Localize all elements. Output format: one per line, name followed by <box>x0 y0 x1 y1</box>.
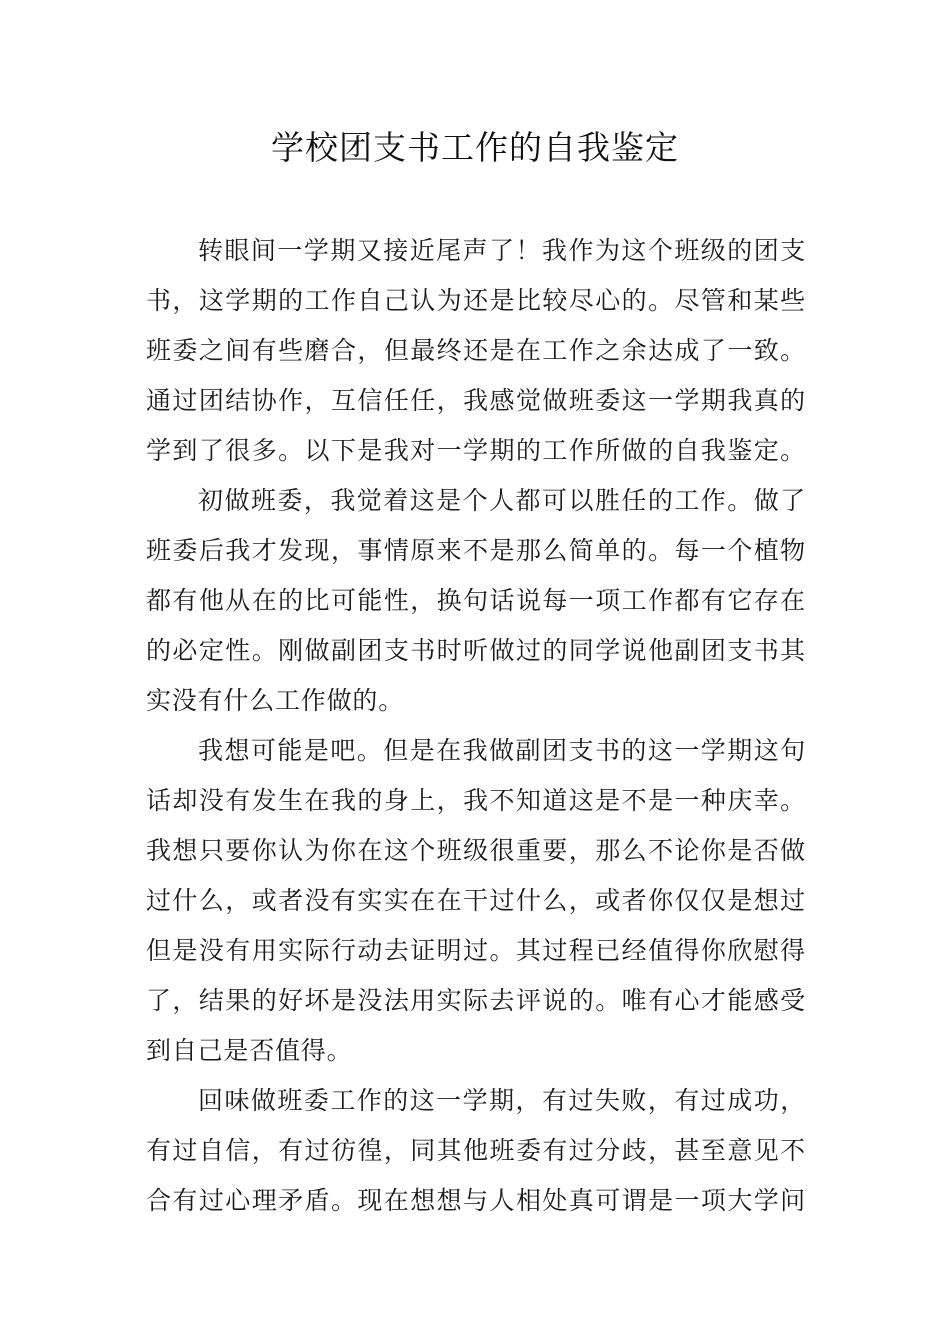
paragraph-line: 了，结果的好坏是没法用实际去评说的。唯有心才能感受 <box>146 986 806 1015</box>
document-title: 学校团支书工作的自我鉴定 <box>271 128 679 167</box>
paragraph-line: 班委之间有些磨合，但最终还是在工作之余达成了一致。 <box>146 336 806 365</box>
paragraph-line: 有过自信，有过彷徨，同其他班委有过分歧，甚至意见不 <box>146 1136 806 1165</box>
paragraph-2 <box>146 476 806 726</box>
paragraph-1 <box>146 226 806 476</box>
paragraph-line: 班委后我才发现，事情原来不是那么简单的。每一个植物 <box>146 536 806 565</box>
paragraph-line: 初做班委，我觉着这是个人都可以胜任的工作。做了 <box>198 486 806 515</box>
paragraph-line: 到自己是否值得。 <box>146 1036 353 1065</box>
paragraph-line: 的必定性。刚做副团支书时听做过的同学说他副团支书其 <box>146 636 806 665</box>
paragraph-line: 学到了很多。以下是我对一学期的工作所做的自我鉴定。 <box>146 436 806 465</box>
paragraph-line: 通过团结协作，互信任任，我感觉做班委这一学期我真的 <box>146 386 806 415</box>
paragraph-line: 但是没有用实际行动去证明过。其过程已经值得你欣慰得 <box>146 936 806 965</box>
paragraph-3 <box>146 726 806 1076</box>
document-body <box>146 226 806 1226</box>
paragraph-line: 回味做班委工作的这一学期，有过失败，有过成功， <box>198 1086 806 1115</box>
paragraph-line: 过什么，或者没有实实在在干过什么，或者你仅仅是想过 <box>146 886 806 915</box>
paragraph-line: 转眼间一学期又接近尾声了！我作为这个班级的团支 <box>198 236 806 265</box>
paragraph-line: 我想只要你认为你在这个班级很重要，那么不论你是否做 <box>146 836 806 865</box>
paragraph-line: 合有过心理矛盾。现在想想与人相处真可谓是一项大学问 <box>146 1186 806 1215</box>
paragraph-line: 都有他从在的比可能性，换句话说每一项工作都有它存在 <box>146 586 806 615</box>
paragraph-line: 实没有什么工作做的。 <box>146 686 405 715</box>
paragraph-line: 书，这学期的工作自己认为还是比较尽心的。尽管和某些 <box>146 286 806 315</box>
paragraph-line: 我想可能是吧。但是在我做副团支书的这一学期这句 <box>198 736 806 765</box>
paragraph-line: 话却没有发生在我的身上，我不知道这是不是一种庆幸。 <box>146 786 806 815</box>
paragraph-4 <box>146 1076 806 1226</box>
